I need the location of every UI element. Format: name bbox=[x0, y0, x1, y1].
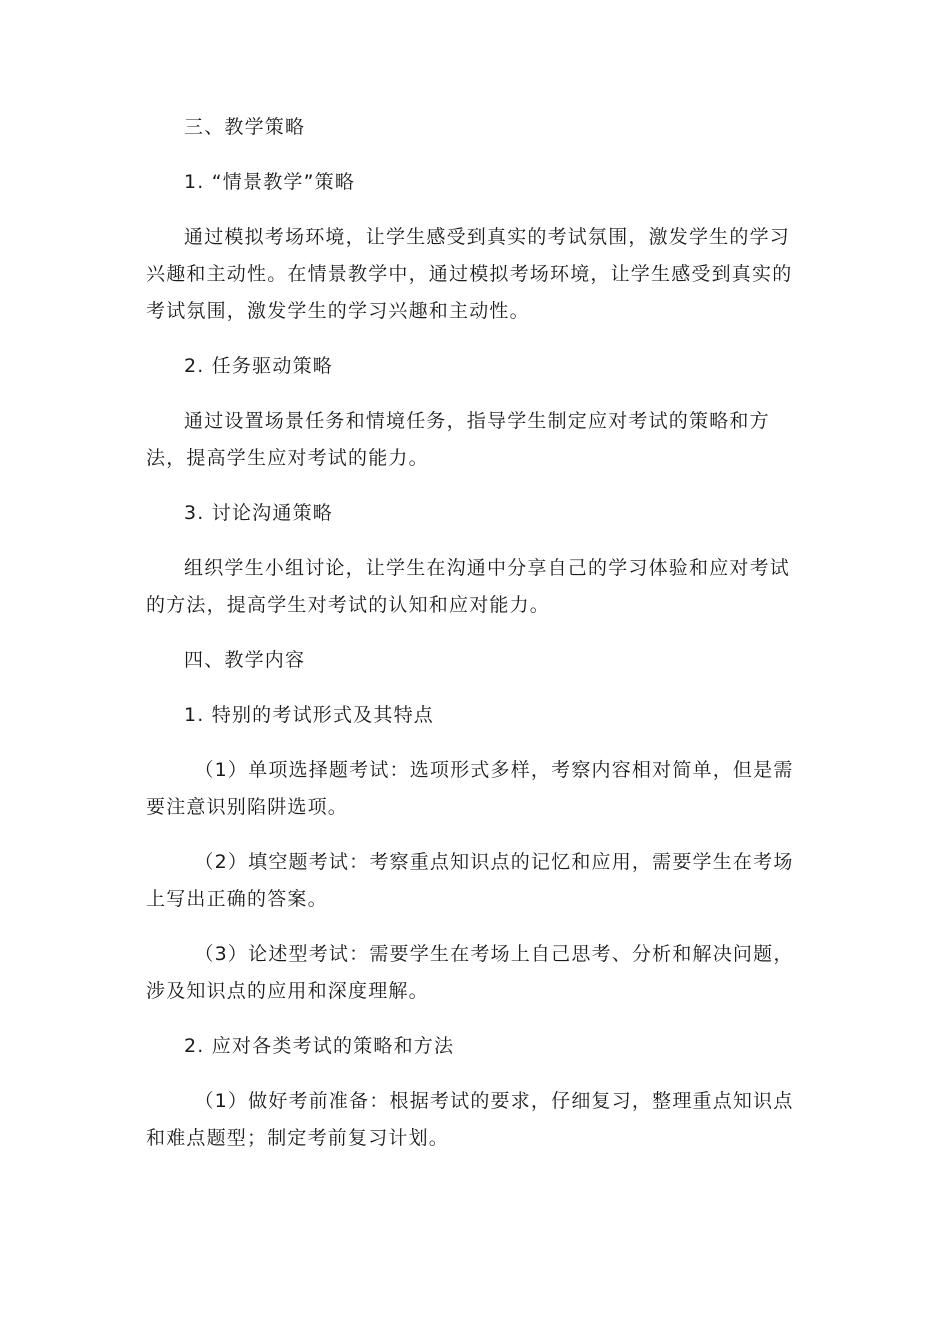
subheading-discussion: 3. 讨论沟通策略 bbox=[184, 502, 333, 524]
subheading-exam-forms: 1. 特别的考试形式及其特点 bbox=[184, 704, 434, 726]
subheading-exam-strategies: 2. 应对各类考试的策略和方法 bbox=[184, 1035, 455, 1057]
list-item-exam-preparation: （1）做好考前准备：根据考试的要求，仔细复习，整理重点知识点和难点题型；制定考前复习计划。 bbox=[146, 1090, 794, 1149]
paragraph-discussion: 组织学生小组讨论，让学生在沟通中分享自己的学习体验和应对考试的方法，提高学生对考试的认知和应对能力。 bbox=[146, 557, 791, 616]
subheading-situational-teaching: 1. “情景教学”策略 bbox=[184, 171, 356, 193]
paragraph-situational-teaching: 通过模拟考场环境，让学生感受到真实的考试氛围，激发学生的学习兴趣和主动性。在情景教学中，通过模拟考场环境，让学生感受到真实的考试氛围，激发学生的学习兴趣和主动性。 bbox=[146, 226, 793, 322]
list-item-essay: （3）论述型考试：需要学生在考场上自己思考、分析和解决问题，涉及知识点的应用和深度理解。 bbox=[146, 943, 794, 1002]
section-heading-teaching-content: 四、教学内容 bbox=[184, 649, 306, 671]
subheading-task-driven: 2. 任务驱动策略 bbox=[184, 355, 333, 377]
list-item-single-choice: （1）单项选择题考试：选项形式多样，考察内容相对简单，但是需要注意识别陷阱选项。 bbox=[146, 759, 794, 818]
paragraph-task-driven: 通过设置场景任务和情境任务，指导学生制定应对考试的策略和方法，提高学生应对考试的能力。 bbox=[146, 410, 770, 469]
document-body bbox=[146, 109, 806, 1157]
section-heading-teaching-strategy: 三、教学策略 bbox=[184, 116, 306, 138]
list-item-fill-blank: （2）填空题考试：考察重点知识点的记忆和应用，需要学生在考场上写出正确的答案。 bbox=[146, 851, 794, 910]
